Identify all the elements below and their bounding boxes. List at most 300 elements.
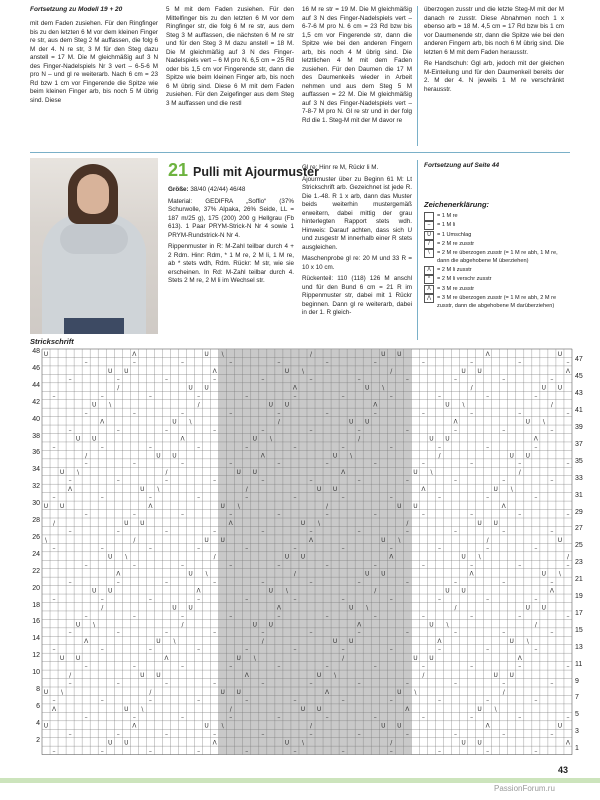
- stitch-symbol: Λ: [549, 587, 554, 595]
- stitch-symbol: \: [141, 705, 144, 713]
- stitch-symbol: –: [245, 494, 249, 502]
- stitch-symbol: Λ: [421, 486, 426, 494]
- stitch-symbol: U: [557, 350, 563, 358]
- stitch-symbol: /: [518, 469, 521, 477]
- stitch-symbol: Λ: [357, 621, 362, 629]
- stitch-symbol: –: [261, 629, 265, 637]
- stitch-symbol: –: [518, 663, 522, 671]
- stitch-symbol: –: [52, 595, 56, 603]
- stitch-symbol: U: [43, 350, 49, 358]
- stitch-symbol: –: [470, 612, 474, 620]
- stitch-symbol: –: [197, 545, 201, 553]
- stitch-symbol: U: [461, 587, 466, 595]
- stitch-symbol: –: [325, 663, 329, 671]
- stitch-symbol: U: [156, 452, 161, 460]
- stitch-symbol: U: [284, 401, 290, 409]
- stitch-symbol: /: [261, 638, 264, 646]
- stitch-symbol: U: [461, 553, 466, 561]
- stitch-symbol: –: [68, 579, 72, 586]
- stitch-symbol: U: [188, 384, 193, 392]
- stitch-symbol: –: [164, 579, 168, 586]
- row-number: 43: [574, 390, 583, 398]
- stitch-symbol: U: [75, 435, 81, 443]
- stitch-symbol: \: [253, 655, 256, 663]
- stitch-symbol: –: [293, 545, 297, 553]
- row-number: 47: [574, 356, 583, 364]
- stitch-symbol: U: [252, 435, 257, 443]
- stitch-symbol: U: [381, 570, 386, 578]
- stitch-symbol: U: [381, 536, 386, 544]
- stitch-symbol: –: [245, 545, 249, 553]
- stitch-symbol: –: [454, 528, 458, 536]
- stitch-symbol: –: [470, 511, 474, 519]
- stitch-symbol: Λ: [84, 638, 89, 646]
- stitch-symbol: –: [100, 443, 104, 451]
- stitch-symbol: –: [421, 612, 425, 620]
- stitch-symbol: –: [52, 545, 56, 553]
- stitch-symbol: Λ: [132, 350, 137, 358]
- stitch-symbol: \: [301, 739, 304, 747]
- stitch-symbol: U: [43, 722, 49, 730]
- stitch-symbol: –: [373, 663, 377, 671]
- footer-band: [0, 778, 600, 783]
- stitch-symbol: /: [566, 553, 569, 561]
- stitch-symbol: –: [277, 562, 281, 570]
- stitch-symbol: \: [414, 688, 417, 696]
- stitch-symbol: Λ: [51, 705, 57, 713]
- stitch-symbol: U: [91, 401, 97, 409]
- stitch-symbol: U: [381, 722, 386, 730]
- stitch-symbol: –: [181, 663, 185, 671]
- stitch-symbol: –: [341, 494, 345, 502]
- row-number: 48: [32, 348, 40, 355]
- stitch-symbol: \: [446, 621, 449, 629]
- stitch-symbol: /: [486, 536, 489, 544]
- stitch-symbol: –: [100, 697, 104, 705]
- stitch-symbol: U: [348, 604, 354, 612]
- stitch-symbol: –: [132, 562, 136, 570]
- stitch-symbol: \: [285, 587, 288, 595]
- section-header: Fortsetzung zu Modell 19 + 20: [30, 6, 123, 13]
- stitch-symbol: –: [437, 545, 441, 553]
- stitch-symbol: U: [236, 655, 241, 663]
- stitch-symbol: \: [542, 418, 545, 426]
- row-number: 17: [574, 609, 583, 617]
- stitch-symbol: /: [374, 587, 377, 595]
- stitch-symbol: –: [518, 359, 522, 367]
- stitch-symbol: –: [68, 629, 72, 637]
- stitch-symbol: –: [181, 714, 185, 722]
- stitch-symbol: /: [149, 688, 152, 696]
- stitch-symbol: –: [534, 393, 538, 401]
- stitch-symbol: –: [550, 629, 554, 637]
- stitch-symbol: –: [421, 410, 425, 417]
- stitch-symbol: –: [341, 443, 345, 451]
- stitch-symbol: U: [413, 502, 418, 510]
- stitch-symbol: –: [116, 680, 120, 688]
- stitch-symbol: U: [477, 519, 482, 527]
- stitch-symbol: –: [502, 579, 506, 586]
- row-number: 30: [32, 500, 40, 508]
- stitch-symbol: U: [381, 350, 386, 358]
- stitch-symbol: –: [486, 748, 490, 755]
- stitch-symbol: –: [486, 646, 490, 654]
- material-text: Material: GEDIFRA „Soffio“ (37% Schurwolle, 37% Alpaka, 26% Seide, LL = 187 m/25 g), 175 (200) 200 g Hellgrau (Fb 613). 1 Paar PRYM-Strick-N Nr 4 sowie 1 PRYM-Rundstrick-N Nr 4.: [168, 197, 294, 239]
- stitch-symbol: Λ: [341, 469, 346, 477]
- stitch-symbol: U: [300, 553, 306, 561]
- stitch-symbol: \: [462, 401, 465, 409]
- stitch-symbol: U: [91, 587, 97, 595]
- stitch-symbol: /: [85, 452, 88, 460]
- stitch-symbol: –: [534, 646, 538, 654]
- stitch-symbol: U: [204, 384, 209, 392]
- size-label: Größe:: [168, 186, 189, 193]
- stitch-symbol: /: [470, 384, 473, 392]
- stitch-symbol: –: [454, 426, 458, 434]
- stitch-symbol: –: [437, 393, 441, 401]
- size-value: 38/40 (42/44) 46/48: [190, 186, 246, 193]
- stitch-symbol: –: [229, 714, 233, 722]
- stitch-symbol: U: [429, 435, 434, 443]
- stitch-symbol: –: [164, 528, 168, 536]
- stitch-symbol: Λ: [164, 655, 169, 663]
- stitch-symbol: –: [164, 731, 168, 739]
- legend-text: = 1 M re: [437, 213, 458, 219]
- stitch-symbol: –: [84, 663, 88, 671]
- stitch-symbol: –: [486, 443, 490, 451]
- stitch-symbol: –: [229, 460, 233, 468]
- stitch-symbol: –: [245, 393, 249, 401]
- stitch-symbol: –: [148, 748, 152, 755]
- stitch-symbol: Λ: [196, 587, 201, 595]
- stitch-symbol: –: [389, 494, 393, 502]
- stitch-symbol: –: [373, 460, 377, 468]
- stitch-symbol: –: [100, 595, 104, 603]
- model-number: 21: [168, 160, 189, 180]
- stitch-symbol: U: [397, 688, 402, 696]
- stitch-symbol: \: [269, 435, 272, 443]
- stitch-symbol: –: [534, 697, 538, 705]
- stitch-symbol: –: [68, 731, 72, 739]
- stitch-symbol: U: [509, 638, 514, 646]
- row-number: 10: [32, 669, 40, 677]
- row-number: 27: [574, 525, 583, 533]
- stitch-symbol: –: [357, 680, 361, 688]
- stitch-symbol: /: [213, 553, 216, 561]
- stitch-symbol: U: [332, 452, 338, 460]
- stitch-symbol: U: [300, 519, 306, 527]
- stitch-symbol: –: [373, 562, 377, 570]
- stitch-symbol: Λ: [276, 604, 281, 612]
- stitch-symbol: \: [61, 688, 64, 696]
- stitch-symbol: \: [189, 418, 192, 426]
- stitch-symbol: –: [132, 511, 136, 519]
- stitch-symbol: Λ: [100, 418, 105, 426]
- row-number: 44: [32, 381, 40, 389]
- stitch-symbol: /: [326, 502, 329, 510]
- stitch-symbol: \: [77, 469, 80, 477]
- stitch-symbol: U: [284, 739, 290, 747]
- stitch-symbol: /: [165, 469, 168, 477]
- paragraph: überzogen zusstr und die letzte Steg-M mit der M danach re zusstr. Diese Abnahmen noch 1 x ebenso arb = 18 M. 4,5 cm = 17 Rd bzw bis 1 cm vor Daumenende str, dann die Spitze wie bei den anderen Fingern arb, bis noch 6 M übrig sind. Die letzten 6 M mit dem Faden herausstr.: [424, 6, 564, 56]
- stitch-symbol: Λ: [212, 367, 217, 375]
- stitch-symbol: Λ: [533, 435, 538, 443]
- row-number: 6: [36, 702, 40, 710]
- stitch-symbol: Λ: [308, 536, 314, 544]
- stitch-symbol: U: [413, 469, 418, 477]
- legend-text: = 3 M re überzogen zusstr (= 1 M re abh, 2 M re zusstr, dann die abgehobene M darüberziehen): [437, 295, 557, 310]
- stitch-symbol: –: [421, 359, 425, 367]
- stitch-symbol: –: [100, 393, 104, 401]
- stitch-symbol: U: [316, 705, 322, 713]
- stitch-symbol: /: [309, 722, 313, 730]
- stitch-symbol: /: [534, 621, 537, 629]
- stitch-symbol: \: [109, 401, 112, 409]
- stitch-symbol: –: [405, 680, 409, 688]
- stitch-symbol: /: [293, 570, 296, 578]
- stitch-symbol: –: [68, 477, 72, 485]
- stockinette-text: Gl re: Hinr re M, Rückr li M.: [302, 164, 379, 171]
- stitch-symbol: –: [181, 410, 185, 417]
- stitch-symbol: U: [43, 502, 49, 510]
- legend-text: = 2 M li zusstr: [437, 267, 472, 274]
- stitch-symbol: U: [252, 621, 257, 629]
- stitch-symbol: –: [518, 612, 522, 620]
- stitch-symbol: –: [518, 562, 522, 570]
- stitch-symbol: Λ: [292, 384, 297, 392]
- row-number: 31: [574, 491, 583, 499]
- stitch-symbol: –: [229, 359, 233, 367]
- stitch-symbol: –: [245, 646, 249, 654]
- stitch-symbol: –: [148, 697, 152, 705]
- stitch-symbol: –: [213, 477, 217, 485]
- gauge-text: Maschenprobe gl re: 20 M und 33 R = 10 x 10 cm.: [302, 255, 412, 271]
- stitch-symbol: /: [181, 621, 184, 629]
- row-number: 45: [574, 373, 583, 381]
- stitch-symbol: Λ: [469, 570, 474, 578]
- row-number: 41: [574, 407, 583, 415]
- stitch-symbol: U: [124, 705, 129, 713]
- stitch-symbol: –: [213, 426, 217, 434]
- stitch-symbol: U: [348, 638, 354, 646]
- stitch-symbol: –: [213, 579, 217, 586]
- row-number: 22: [32, 567, 40, 575]
- stitch-symbol: –: [164, 376, 168, 384]
- stitch-symbol: \: [44, 536, 48, 544]
- stitch-symbol: Λ: [244, 671, 249, 679]
- stitch-symbol: –: [454, 579, 458, 586]
- stitch-symbol: U: [300, 705, 306, 713]
- stitch-symbol: –: [566, 663, 570, 671]
- stitch-symbol: U: [268, 401, 274, 409]
- stitch-symbol: –: [293, 494, 297, 502]
- stitch-symbol: –: [373, 410, 377, 417]
- stitch-symbol: /: [422, 671, 425, 679]
- stitch-symbol: –: [341, 595, 345, 603]
- stitch-symbol: –: [116, 528, 120, 536]
- stitch-symbol: –: [437, 646, 441, 654]
- stitch-symbol: U: [525, 418, 531, 426]
- stitch-symbol: –: [534, 545, 538, 553]
- stitch-symbol: –: [261, 579, 265, 586]
- stitch-symbol: /: [358, 435, 361, 443]
- stitch-symbol: U: [172, 452, 177, 460]
- page-number: 43: [558, 765, 569, 775]
- stitch-symbol: –: [550, 477, 554, 485]
- stitch-symbol: U: [204, 536, 209, 544]
- stitch-symbol: –: [197, 443, 201, 451]
- stitch-symbol: –: [405, 528, 409, 536]
- stitch-symbol: –: [502, 731, 506, 739]
- stitch-symbol: –: [470, 460, 474, 468]
- stitch-symbol: –: [341, 545, 345, 553]
- stitch-symbol: –: [421, 663, 425, 671]
- stitch-symbol: –: [470, 714, 474, 722]
- stitch-symbol: –: [325, 612, 329, 620]
- stitch-symbol: –: [502, 376, 506, 384]
- stitch-symbol: \: [205, 570, 208, 578]
- stitch-symbol: –: [164, 680, 168, 688]
- stitch-symbol: –: [181, 511, 185, 519]
- stitch-symbol: –: [550, 376, 554, 384]
- row-number: 25: [574, 542, 583, 550]
- stitch-symbol: U: [332, 638, 338, 646]
- stitch-symbol: U: [140, 519, 145, 527]
- stitch-symbol: U: [220, 502, 225, 510]
- stitch-symbol: –: [68, 426, 72, 434]
- stitch-symbol: –: [502, 629, 506, 637]
- stitch-symbol: Λ: [212, 739, 217, 747]
- stitch-symbol: U: [156, 638, 161, 646]
- stitch-symbol: –: [421, 460, 425, 468]
- stitch-symbol: U: [413, 655, 418, 663]
- stitch-symbol: –: [470, 359, 474, 367]
- row-number: 7: [574, 694, 579, 702]
- stitch-symbol: –: [293, 697, 297, 705]
- stitch-symbol: –: [325, 714, 329, 722]
- stitch-symbol: U: [525, 452, 531, 460]
- stitch-symbol: Λ: [260, 452, 265, 460]
- stitch-symbol: –: [309, 629, 313, 637]
- stitch-symbol: –: [470, 410, 474, 417]
- stitch-symbol: –: [52, 494, 56, 502]
- legend-text: = 3 M re zusstr: [437, 285, 475, 292]
- stitch-symbol: Λ: [389, 553, 394, 561]
- stitch-symbol: –: [309, 477, 313, 485]
- stitch-symbol: U: [140, 486, 145, 494]
- stitch-symbol: –: [550, 731, 554, 739]
- stitch-symbol: –: [486, 545, 490, 553]
- stitch-symbol: –: [437, 595, 441, 603]
- stitch-symbol: –: [518, 714, 522, 722]
- stitch-symbol: U: [108, 587, 113, 595]
- stitch-symbol: Λ: [405, 705, 410, 713]
- stitch-symbol: Λ: [148, 502, 153, 510]
- stitch-symbol: –: [164, 426, 168, 434]
- legend-text: = 2 M re überzogen zusstr (= 1 M re abh, 1 M re, dann die abgehobene M überziehen): [437, 250, 558, 265]
- stitch-symbol: –: [116, 731, 120, 739]
- stitch-symbol: –: [486, 393, 490, 401]
- stitch-symbol: –: [518, 460, 522, 468]
- legend-symbol: Λ: [424, 266, 434, 275]
- row-number: 38: [32, 432, 40, 440]
- stitch-symbol: –: [405, 731, 409, 739]
- row-number: 11: [574, 660, 583, 668]
- stitch-symbol: –: [148, 494, 152, 502]
- stitch-symbol: U: [156, 671, 161, 679]
- stitch-symbol: –: [181, 562, 185, 570]
- stitch-symbol: –: [357, 629, 361, 637]
- stitch-symbol: U: [172, 418, 177, 426]
- stitch-symbol: U: [365, 384, 370, 392]
- stitch-symbol: Λ: [453, 418, 458, 426]
- stitch-symbol: –: [309, 680, 313, 688]
- stitch-symbol: –: [550, 528, 554, 536]
- stitch-symbol: –: [293, 646, 297, 654]
- stitch-symbol: Λ: [485, 350, 490, 358]
- stitch-symbol: –: [534, 595, 538, 603]
- stitch-symbol: \: [237, 502, 240, 510]
- stitch-symbol: –: [100, 646, 104, 654]
- stitch-symbol: –: [84, 714, 88, 722]
- stitch-symbol: –: [100, 494, 104, 502]
- legend-title: Zeichenerklärung:: [424, 200, 490, 209]
- stitch-symbol: U: [477, 705, 482, 713]
- stitch-symbol: –: [502, 426, 506, 434]
- stitch-symbol: –: [213, 376, 217, 384]
- row-number: 3: [574, 728, 579, 736]
- stitch-symbol: \: [526, 638, 529, 646]
- stitch-symbol: –: [293, 393, 297, 401]
- stitch-symbol: U: [557, 384, 563, 392]
- stitch-symbol: –: [357, 528, 361, 536]
- stitch-symbol: \: [478, 553, 481, 561]
- stitch-symbol: –: [325, 410, 329, 417]
- stitch-symbol: Λ: [132, 722, 137, 730]
- stitch-symbol: –: [116, 629, 120, 637]
- stitch-symbol: –: [389, 748, 393, 755]
- stitch-symbol: U: [541, 570, 547, 578]
- paragraph: 5 M mit dem Faden zusiehen. Für den Mittelfinger bis zu den letzten 6 M vor dem Ringfinger str, die folg 6 M re str, aus dem Steg 3 M auffassen, die nächsten 6 M re str und für den Steg 3 M dazu anstell = 18 M. Die M gleichmäßig auf 3 N des Finger-Nadelspiels vert – 6 M pro N. 6,5 cm = 25 Rd oder bis 1,5 cm vor Fingerende str, dann die Spitze wie beim kleinen Finger arb, bis noch 6 M übrig sind. Diese 6 M mit dem Faden zusiehen. Für den Zeigefinger aus dem Steg 3 M auffassen und die restl: [166, 6, 294, 107]
- stitch-symbol: –: [389, 393, 393, 401]
- stitch-symbol: –: [52, 393, 56, 401]
- stitch-symbol: –: [68, 680, 72, 688]
- stitch-symbol: –: [132, 612, 136, 620]
- stitch-symbol: –: [405, 629, 409, 637]
- stitch-symbol: –: [566, 359, 570, 367]
- stitch-symbol: U: [365, 418, 370, 426]
- stitch-symbol: –: [132, 460, 136, 468]
- stitch-symbol: –: [197, 393, 201, 401]
- row-number: 34: [32, 466, 40, 474]
- stitch-symbol: U: [477, 739, 482, 747]
- row-number: 42: [32, 398, 40, 406]
- stitch-symbol: \: [558, 570, 561, 578]
- lace-pattern-text: Ajourmuster über zu Beginn 61 M: Lt Strickschrift arb. Gezeichnet ist jede R. Die 1.-48. R 1 x arb, dann das Muster beids weiterhin mustergemäß erweitern, dabei mittig der grau hinterlegten Rapport stets wdh. Hinweis: Darauf achten, dass sich U und zusgestr M innerhalb einer R stets ausgleichen.: [302, 175, 412, 251]
- stitch-symbol: –: [132, 359, 136, 367]
- stitch-symbol: U: [445, 435, 450, 443]
- stitch-symbol: U: [188, 604, 193, 612]
- stitch-symbol: U: [461, 739, 466, 747]
- stitch-symbol: /: [438, 452, 441, 460]
- stitch-symbol: U: [204, 350, 209, 358]
- stitch-symbol: /: [309, 350, 313, 358]
- stitch-symbol: U: [108, 367, 113, 375]
- stitch-symbol: –: [261, 477, 265, 485]
- stitch-symbol: –: [454, 680, 458, 688]
- stitch-symbol: \: [318, 519, 321, 527]
- stitch-symbol: U: [477, 367, 482, 375]
